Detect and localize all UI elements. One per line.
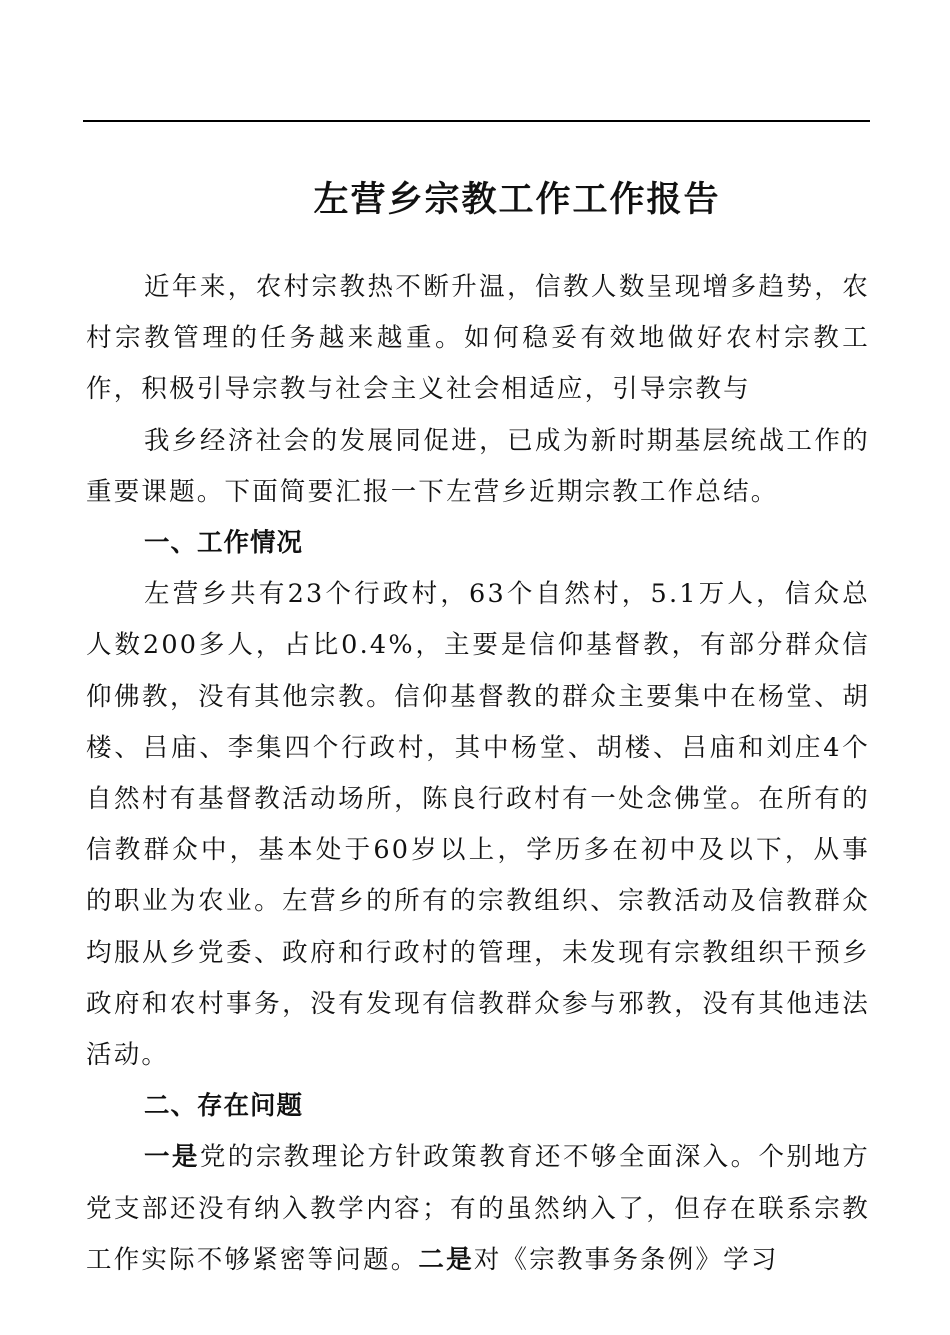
problem-text-second: 对《宗教事务条例》学习 (473, 1244, 779, 1275)
header-rule (83, 120, 870, 122)
problem-text-first: 党的宗教理论方针政策教育还不够全面深入。个别地方党支部还没有纳入教学内容；有的虽然纳入了，但存在联系宗教工作实际不够紧密等问题。 (86, 1142, 870, 1275)
document-body (86, 262, 870, 1286)
lead-label-first: 一是 (144, 1142, 200, 1173)
section-heading-problems: 二、存在问题 (144, 1091, 304, 1122)
paragraph-work-situation: 左营乡共有23个行政村，63个自然村，5.1万人，信众总人数200多人，占比0.4%，主要是信仰基督教，有部分群众信仰佛教，没有其他宗教。信仰基督教的群众主要集中在杨堂、胡楼、吕庙、李集四个行政村，其中杨堂、胡楼、吕庙和刘庄4个自然村有基督教活动场所，陈良行政村有一处念佛堂。在所有的信教群众中，基本处于60岁以上，学历多在初中及以下，从事的职业为农业。左营乡的所有的宗教组织、宗教活动及信教群众均服从乡党委、政府和行政村的管理，未发现有宗教组织干预乡政府和农村事务，没有发现有信教群众参与邪教，没有其他违法活动。 (86, 579, 870, 1071)
page-title: 左营乡宗教工作工作报告 (313, 180, 721, 220)
lead-label-second: 二是 (418, 1244, 474, 1275)
paragraph-problems (86, 1132, 870, 1286)
section-heading-work-situation: 一、工作情况 (144, 528, 304, 559)
paragraph-intro: 近年来，农村宗教热不断升温，信教人数呈现增多趋势，农村宗教管理的任务越来越重。如何稳妥有效地做好农村宗教工作，积极引导宗教与社会主义社会相适应，引导宗教与 (86, 272, 870, 405)
paragraph-intro-continued: 我乡经济社会的发展同促进，已成为新时期基层统战工作的重要课题。下面简要汇报一下左营乡近期宗教工作总结。 (86, 425, 870, 507)
